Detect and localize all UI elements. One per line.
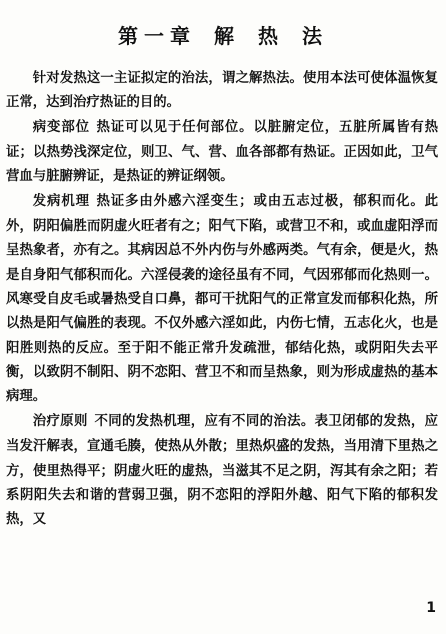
mechanism-text: 热证多由外感六淫变生；或由五志过极，郁积而化。此外，阴阳偏胜而阴虚火旺者有之；阳气下陷，或营卫不和，或血虚阳浮而呈热象者，亦有之。其病因总不外内伤与外感两类。气有余，便是火，热是自身阳气郁积而化。六淫侵袭的途径虽有不同，气因邪郁而化热则一。风寒受自皮毛或暑热受自口鼻，都可干扰阳气的正常宣发而郁积化热，所以热是阳气偏胜的表现。不仅外感六淫如此，内伤七情，五志化火，也是阳胜则热的反应。至于阳不能正常升发疏泄，郁结化热，或阴阳失去平衡，以致阴不制阳、阴不恋阳、营卫不和而呈热象，则为形成虚热的基本病理。 [6, 192, 439, 405]
title-char: 解 [214, 24, 240, 48]
title-char: 法 [302, 24, 328, 48]
title-char: 热 [258, 24, 284, 48]
mechanism-paragraph [6, 189, 438, 409]
treatment-text: 不同的发热机理，应有不同的治法。表卫闭郁的发热，应当发汗解表，宣通毛腠，使热从外散；里热炽盛的发热，当用清下里热之方，使里热得平；阴虚火旺的虚热，当滋其不足之阴，泻其有余之阳；若系阴阳失去和谐的营弱卫强，阴不恋阳的浮阳外越、阳气下陷的郁积发热，又 [6, 412, 439, 528]
intro-paragraph: 针对发热这一主证拟定的治法，谓之解热法。使用本法可使体温恢复正常，达到治疗热证的目的。 [6, 70, 438, 111]
treatment-heading: 治疗原则 [32, 413, 88, 429]
lesion-text: 热证可以见于任何部位。以脏腑定位，五脏所属皆有热证；以热势浅深定位，则卫、气、营、血各部都有热证。正因如此，卫气营血与脏腑辨证，是热证的辨证纲领。 [6, 118, 439, 185]
chapter-label: 第一章 [118, 24, 196, 48]
treatment-paragraph [6, 409, 438, 532]
lesion-paragraph [6, 115, 438, 189]
chapter-title [0, 20, 446, 49]
mechanism-heading: 发病机理 [32, 193, 90, 209]
page-number: 1 [426, 600, 436, 616]
lesion-heading: 病变部位 [32, 119, 90, 135]
body-text [6, 66, 438, 532]
